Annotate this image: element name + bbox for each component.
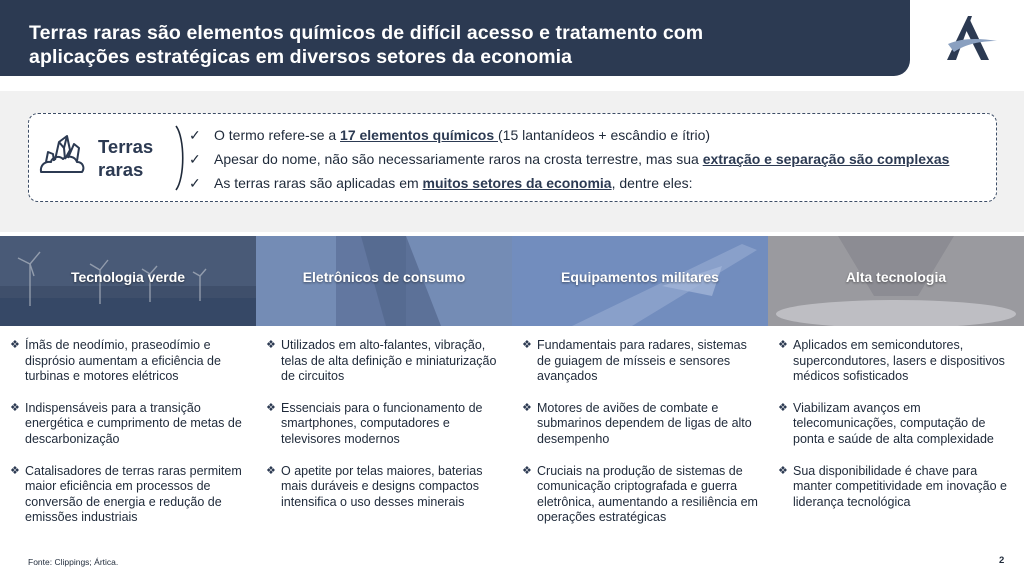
sector-card-military-equipment — [512, 236, 768, 326]
sector-bullet — [522, 464, 762, 526]
rare-earths-summary-box — [28, 113, 997, 202]
slide-title — [29, 21, 910, 69]
sector-bullet — [266, 338, 506, 385]
check-icon: ✓ — [189, 151, 201, 167]
sector-bullet-text: Aplicados em semicondutores, supercondutores, lasers e dispositivos médicos sofisticados — [793, 338, 1005, 384]
rare-earths-label-line-1: Terras — [98, 136, 154, 157]
bullet-text-end: (15 lantanídeos + escândio e ítrio) — [498, 127, 711, 143]
source-note: Fonte: Clippings; Ártica. — [28, 557, 119, 567]
sector-bullet-text: Ímãs de neodímio, praseodímio e disprósio aumentam a eficiência de turbinas e motores elétricos — [25, 338, 221, 384]
summary-bullets — [189, 123, 949, 195]
page-number: 2 — [999, 555, 1005, 566]
diamond-bullet-icon: ❖ — [10, 464, 20, 477]
check-icon: ✓ — [189, 175, 201, 191]
diamond-bullet-icon: ❖ — [266, 401, 276, 414]
diamond-bullet-icon: ❖ — [266, 339, 276, 351]
sector-card-consumer-electronics — [256, 236, 512, 326]
sector-bullet — [266, 464, 506, 511]
sector-bullet — [10, 464, 250, 526]
sector-bullet — [522, 338, 762, 385]
bullet-highlight: 17 elementos químicos — [340, 127, 498, 143]
bullet-text: O termo refere-se a — [214, 127, 341, 143]
crystal-icon — [37, 132, 87, 180]
summary-bullet — [189, 171, 949, 195]
summary-bullet — [189, 147, 949, 171]
slide-title-line-1: Terras raras são elementos químicos de difícil acesso e tratamento com — [29, 22, 704, 44]
bullet-highlight: extração e separação são complexas — [702, 151, 950, 167]
diamond-bullet-icon: ❖ — [778, 339, 788, 351]
diamond-bullet-icon: ❖ — [266, 464, 276, 477]
sector-bullet-text: Viabilizam avanços em telecomunicações, computação de ponta e saúde de alta complexidade — [793, 400, 994, 446]
bullet-text-end: , dentre eles: — [611, 175, 693, 191]
sector-bullet-text: Utilizados em alto-falantes, vibração, telas de alta definição e miniaturização de circuitos — [281, 338, 497, 384]
sector-bullet-text: Indispensáveis para a transição energética e cumprimento de metas de descarbonização — [25, 400, 242, 446]
closing-brace — [174, 124, 188, 192]
sector-bullet-text: Fundamentais para radares, sistemas de guiagem de mísseis e sensores avançados — [537, 338, 747, 384]
sector-title: Alta tecnologia — [845, 269, 947, 285]
artica-a-logo — [942, 14, 998, 62]
sector-bullet — [266, 401, 506, 448]
sector-bullet — [522, 401, 762, 448]
title-bar — [0, 0, 910, 76]
sector-bullet — [778, 464, 1018, 511]
sector-title: Equipamentos militares — [561, 269, 719, 285]
summary-bullet — [189, 123, 949, 147]
sector-bullet-text: Catalisadores de terras raras permitem maior eficiência em processos de conversão de energia e redução de emissões industriais — [25, 463, 242, 525]
sector-cards — [0, 236, 1024, 326]
diamond-bullet-icon: ❖ — [522, 401, 532, 414]
sector-bullet — [10, 401, 250, 448]
sector-column-green-tech — [10, 338, 250, 542]
diamond-bullet-icon: ❖ — [778, 401, 788, 414]
sector-bullet-text: O apetite por telas maiores, baterias mais duráveis e designs compactos intensifica o uso desses minerais — [281, 463, 483, 509]
slide-title-line-2: aplicações estratégicas em diversos setores da economia — [29, 46, 573, 68]
sector-card-green-tech — [0, 236, 256, 326]
sector-bullet — [778, 401, 1018, 448]
sector-bullet-text: Motores de aviões de combate e submarinos dependem de ligas de alto desempenho — [537, 400, 752, 446]
sector-bullet — [778, 338, 1018, 385]
sector-column-military-equipment — [522, 338, 762, 542]
check-icon: ✓ — [189, 127, 201, 143]
sector-bullet-text: Essenciais para o funcionamento de smartphones, computadores e televisores modernos — [281, 400, 483, 446]
sector-title: Tecnologia verde — [70, 269, 186, 285]
sector-card-high-tech — [768, 236, 1024, 326]
diamond-bullet-icon: ❖ — [10, 401, 20, 414]
bullet-highlight: muitos setores da economia — [422, 175, 612, 191]
sector-title: Eletrônicos de consumo — [302, 269, 466, 285]
sector-bullet-text: Sua disponibilidade é chave para manter competitividade em inovação e liderança tecnológica — [793, 463, 1008, 509]
diamond-bullet-icon: ❖ — [778, 464, 788, 477]
bullet-text: Apesar do nome, não são necessariamente raros na crosta terrestre, mas sua — [214, 151, 703, 167]
diamond-bullet-icon: ❖ — [522, 464, 532, 477]
sector-bullet — [10, 338, 250, 385]
bullet-text: As terras raras são aplicadas em — [214, 175, 423, 191]
diamond-bullet-icon: ❖ — [522, 339, 532, 351]
sector-column-consumer-electronics — [266, 338, 506, 526]
rare-earths-label-line-2: raras — [98, 159, 144, 180]
rare-earths-label — [98, 135, 153, 181]
sector-column-high-tech — [778, 338, 1018, 526]
diamond-bullet-icon: ❖ — [10, 339, 20, 351]
sector-bullet-text: Cruciais na produção de sistemas de comunicação criptografada e guerra eletrônica, aumentando a resiliência em operações estratégicas — [537, 463, 758, 525]
